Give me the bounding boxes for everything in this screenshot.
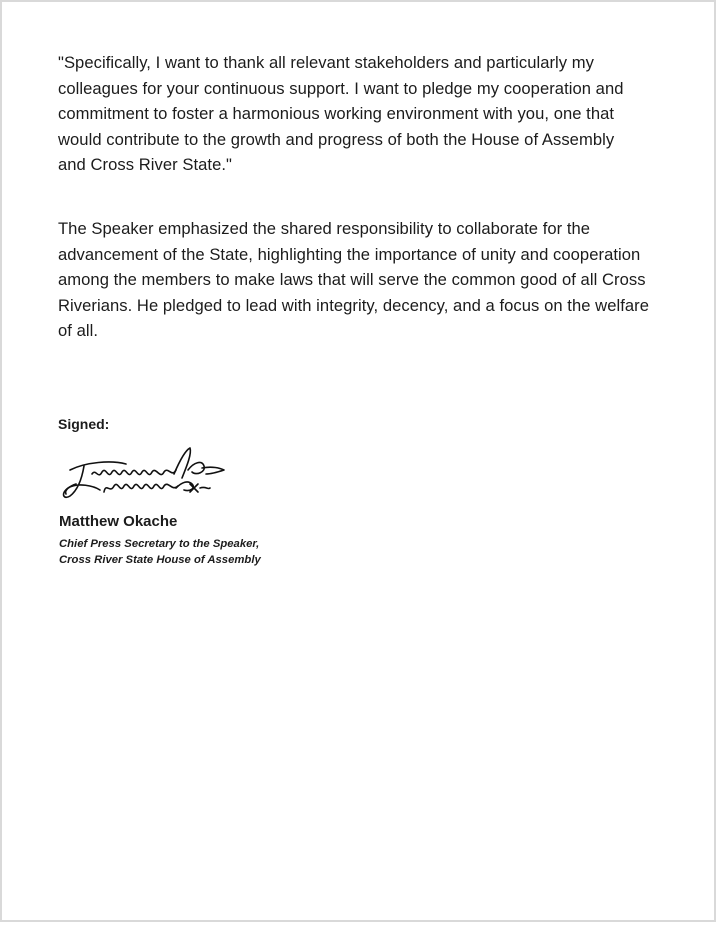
paragraph-line: The Speaker emphasized the shared responsibility to collaborate for the xyxy=(58,219,591,238)
quote-paragraph xyxy=(58,50,688,178)
paragraph-line: advancement of the State, highlighting the importance of unity and cooperation xyxy=(58,244,641,264)
handwritten-signature xyxy=(56,440,236,510)
signatory-name: Matthew Okache xyxy=(59,513,178,530)
paragraph-line: Riverians. He pledged to lead with integrity, decency, and a focus on the welfare xyxy=(58,295,650,315)
paragraph-line: would contribute to the growth and progress of both the House of Assembly xyxy=(58,129,615,149)
paragraph-line: colleagues for your continuous support. I want to pledge my cooperation and xyxy=(58,78,624,98)
signatory-organization: Cross River State House of Assembly xyxy=(59,554,261,566)
paragraph-line: commitment to foster a harmonious working environment with you, one that xyxy=(58,104,615,123)
signed-label: Signed: xyxy=(58,416,110,432)
paragraph-line: of all. xyxy=(58,321,99,340)
paragraph-line: and Cross River State." xyxy=(58,155,232,174)
signatory-title: Chief Press Secretary to the Speaker, xyxy=(59,538,260,550)
paragraph-line: "Specifically, I want to thank all relevant stakeholders and particularly my xyxy=(58,53,595,72)
paragraph-line: among the members to make laws that will serve the common good of all Cross xyxy=(58,270,646,289)
body-paragraph xyxy=(58,216,688,344)
